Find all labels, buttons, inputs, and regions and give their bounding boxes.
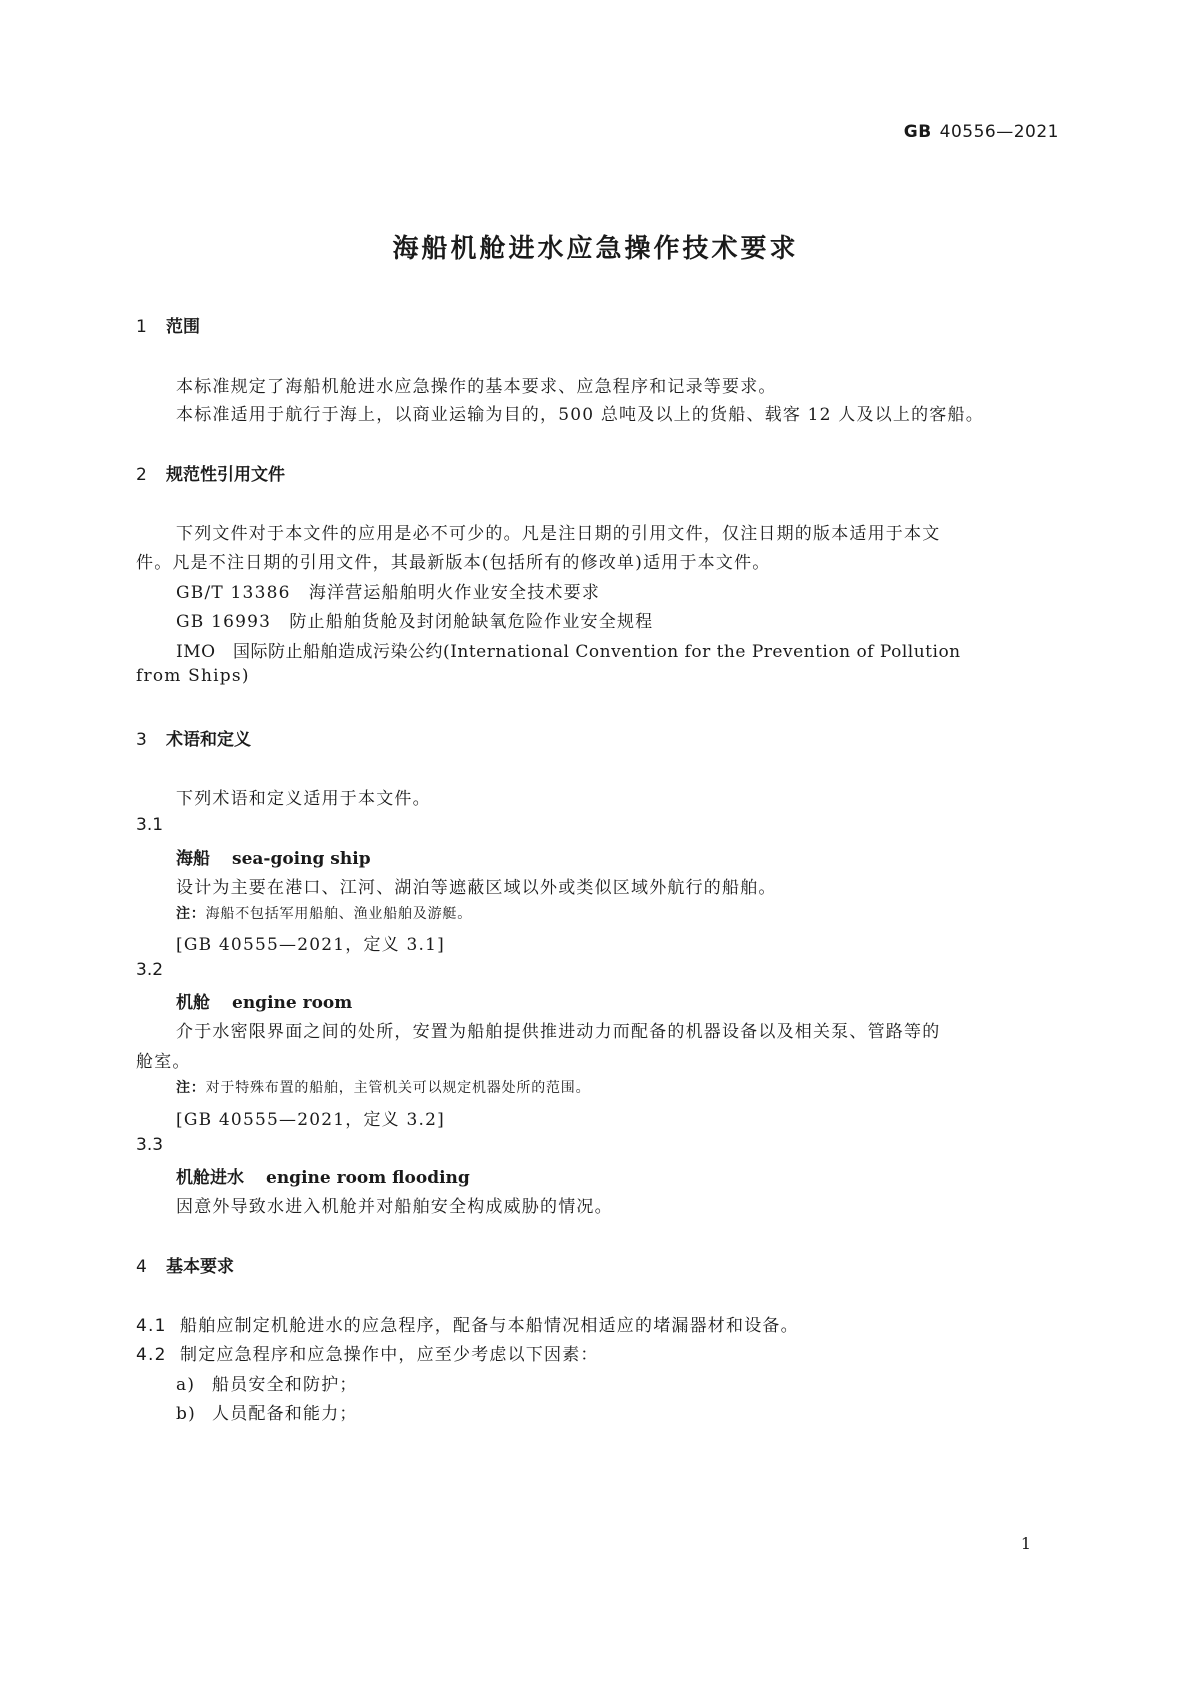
list-item-label: b) (176, 1404, 196, 1424)
s1-paragraph-2: 本标准适用于航行于海上，以商业运输为目的，500 总吨及以上的货船、载客 12 人及以上的客船。 (176, 405, 984, 425)
page-title: 海船机舱进水应急操作技术要求 (392, 234, 799, 264)
section-number: 2 (136, 465, 147, 485)
page-number: 1 (1020, 1534, 1031, 1553)
s2-intro-line-1: 下列文件对于本文件的应用是必不可少的。凡是注日期的引用文件，仅注日期的版本适用于本文 (176, 524, 941, 544)
term-note (176, 903, 472, 923)
term-definition-line-1: 介于水密限界面之间的处所，安置为船舶提供推进动力而配备的机器设备以及相关泵、管路等的 (176, 1022, 941, 1042)
reference-3-line-1: IMO 国际防止船舶造成污染公约(International Convention for the Prevention of Pollution (176, 642, 961, 662)
term-english: engine room (232, 993, 353, 1013)
note-label: 注： (176, 1080, 206, 1096)
reference-2: GB 16993 防止船舶货舱及封闭舱缺氧危险作业安全规程 (176, 612, 654, 632)
term-definition: 设计为主要在港口、江河、湖泊等遮蔽区域以外或类似区域外航行的船舶。 (176, 878, 777, 898)
note-text: 海船不包括军用船舶、渔业船舶及游艇。 (205, 906, 473, 922)
section-title: 基本要求 (166, 1257, 234, 1277)
s1-paragraph-1: 本标准规定了海船机舱进水应急操作的基本要求、应急程序和记录等要求。 (176, 377, 777, 397)
s3-intro: 下列术语和定义适用于本文件。 (176, 789, 431, 809)
term-number: 3.2 (136, 960, 164, 980)
section-1-heading (136, 312, 200, 337)
term-definition: 因意外导致水进入机舱并对船舶安全构成威胁的情况。 (176, 1197, 613, 1217)
standard-id (904, 122, 1059, 142)
term-english: engine room flooding (266, 1168, 470, 1188)
term-heading (176, 1163, 470, 1188)
list-item-text: 人员配备和能力； (212, 1404, 358, 1424)
reference-3-line-2: from Ships) (136, 666, 250, 686)
list-item-text: 船员安全和防护； (212, 1375, 358, 1395)
section-title: 规范性引用文件 (166, 465, 285, 485)
clause-4-1 (136, 1311, 799, 1336)
section-title: 术语和定义 (166, 730, 251, 750)
term-heading (176, 988, 352, 1013)
term-english: sea-going ship (232, 849, 371, 869)
standard-number: 40556—2021 (939, 122, 1059, 142)
standard-prefix: GB (903, 122, 932, 142)
list-item (176, 1399, 358, 1424)
term-number: 3.1 (136, 815, 164, 835)
s2-intro-line-2: 件。凡是不注日期的引用文件，其最新版本(包括所有的修改单)适用于本文件。 (136, 553, 771, 573)
section-number: 4 (136, 1257, 147, 1277)
list-item (176, 1370, 358, 1395)
term-chinese: 机舱 (176, 993, 210, 1013)
section-number: 3 (136, 730, 147, 750)
term-chinese: 机舱进水 (176, 1168, 244, 1188)
section-3-heading (136, 725, 251, 750)
clause-4-2 (136, 1340, 599, 1365)
section-title: 范围 (166, 317, 200, 337)
clause-number: 4.1 (136, 1316, 167, 1336)
term-chinese: 海船 (176, 849, 210, 869)
list-item-label: a) (176, 1375, 196, 1395)
reference-1: GB/T 13386 海洋营运船舶明火作业安全技术要求 (176, 583, 601, 603)
term-note (176, 1077, 590, 1097)
term-definition-line-2: 舱室。 (136, 1052, 191, 1072)
section-4-heading (136, 1252, 234, 1277)
note-label: 注： (176, 906, 206, 922)
section-number: 1 (136, 317, 147, 337)
section-2-heading (136, 460, 285, 485)
clause-text: 制定应急程序和应急操作中，应至少考虑以下因素： (180, 1345, 599, 1365)
term-source: [GB 40555—2021，定义 3.2] (176, 1110, 445, 1130)
term-source: [GB 40555—2021，定义 3.1] (176, 935, 445, 955)
clause-number: 4.2 (136, 1345, 167, 1365)
note-text: 对于特殊布置的船舶，主管机关可以规定机器处所的范围。 (205, 1080, 591, 1096)
term-number: 3.3 (136, 1135, 164, 1155)
clause-text: 船舶应制定机舱进水的应急程序，配备与本船情况相适应的堵漏器材和设备。 (180, 1316, 799, 1336)
term-heading (176, 844, 371, 869)
